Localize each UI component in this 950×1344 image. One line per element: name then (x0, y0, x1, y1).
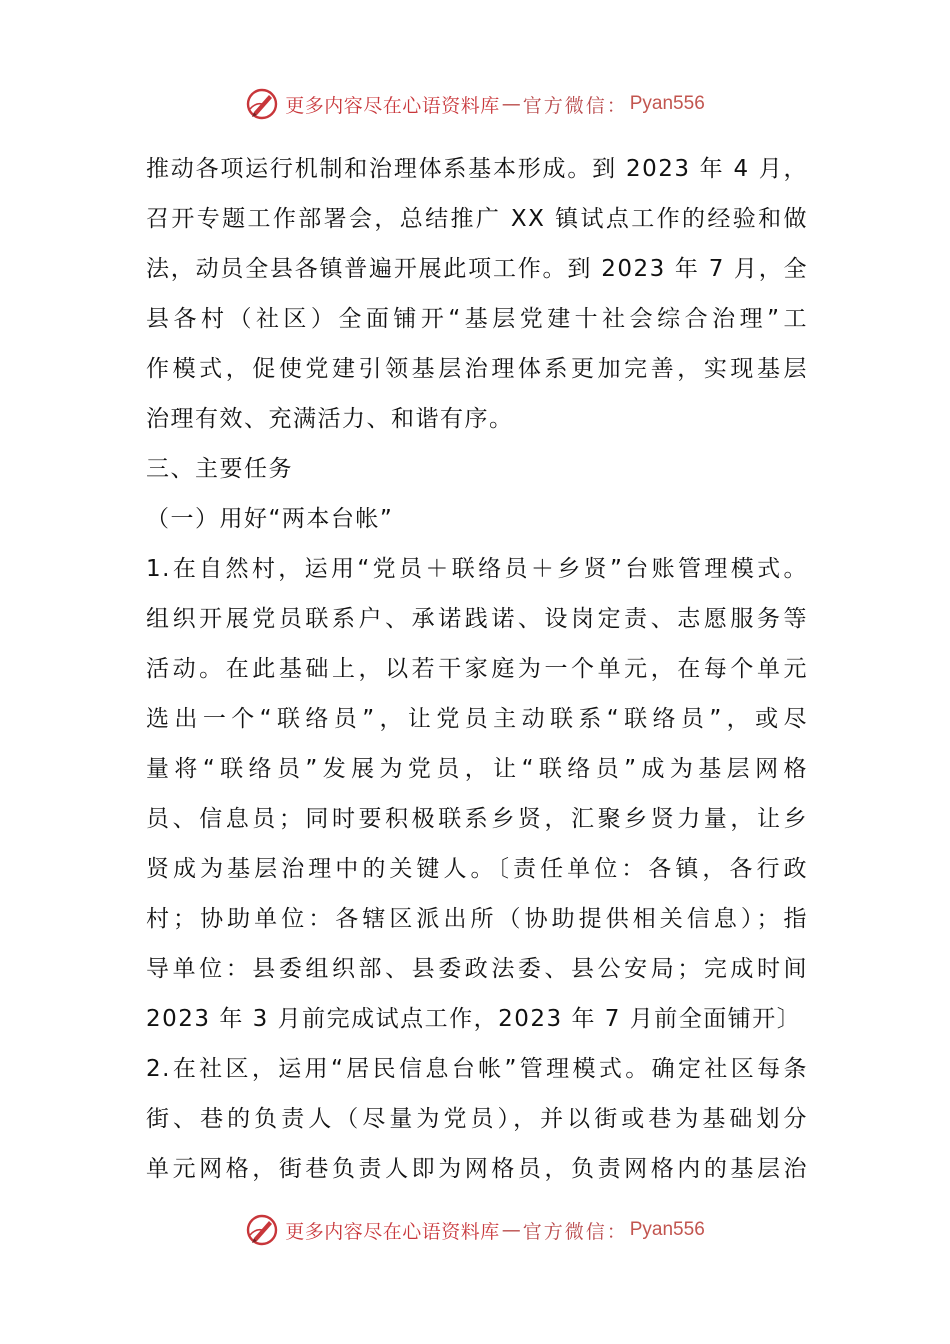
body-line: 召开专题工作部署会，总结推广 XX 镇试点工作的经验和做 (146, 206, 808, 232)
body-line: 推动各项运行机制和治理体系基本形成。到 2023 年 4 月， (146, 156, 808, 182)
watermark-dash: — (501, 1219, 521, 1241)
body-line: 单元网格，街巷负责人即为网格员，负责网格内的基层治 (146, 1156, 808, 1182)
body-line: 选出一个“联络员”，让党员主动联系“联络员”，或尽 (146, 706, 808, 732)
body-line: 量将“联络员”发展为党员，让“联络员”成为基层网格 (146, 756, 808, 782)
body-line: 员、信息员；同时要积极联系乡贤，汇聚乡贤力量，让乡 (146, 806, 808, 832)
watermark-wechat-label: 官方微信： (522, 1220, 628, 1243)
subsection-heading: （一）用好“两本台帐” (146, 506, 394, 532)
watermark-title: 更多内容尽在心语资料库 (285, 1220, 500, 1243)
body-line: 贤成为基层治理中的关键人。〔责任单位：各镇，各行政 (146, 856, 808, 882)
body-line: 村；协助单位：各辖区派出所（协助提供相关信息）；指 (146, 906, 808, 932)
body-line: 县各村（社区）全面铺开“基层党建十社会综合治理”工 (146, 306, 808, 332)
section-heading: 三、主要任务 (146, 456, 293, 482)
body-line: 治理有效、充满活力、和谐有序。 (146, 406, 514, 432)
pen-circle-logo-icon (245, 87, 279, 121)
watermark-wechat-label: 官方微信： (522, 94, 628, 117)
body-line: 法，动员全县各镇普遍开展此项工作。到 2023 年 7 月，全 (146, 256, 808, 282)
body-line: 1.在自然村，运用“党员＋联络员＋乡贤”台账管理模式。 (146, 556, 808, 582)
footer-watermark (0, 1208, 950, 1252)
body-line: 2023 年 3 月前完成试点工作，2023 年 7 月前全面铺开〕 (146, 1006, 802, 1032)
body-line: 导单位：县委组织部、县委政法委、县公安局；完成时间 (146, 956, 808, 982)
pen-circle-logo-icon (245, 1213, 279, 1247)
body-line: 组织开展党员联系户、承诺践诺、设岗定责、志愿服务等 (146, 606, 808, 632)
body-line: 活动。在此基础上，以若干家庭为一个单元，在每个单元 (146, 656, 808, 682)
body-line: 2.在社区，运用“居民信息台帐”管理模式。确定社区每条 (146, 1056, 808, 1082)
watermark-wechat-id: Pyan556 (629, 93, 705, 114)
body-line: 作模式，促使党建引领基层治理体系更加完善，实现基层 (146, 356, 808, 382)
watermark-title: 更多内容尽在心语资料库 (285, 94, 500, 117)
watermark-dash: — (501, 93, 521, 115)
header-watermark (0, 82, 950, 126)
document-body (146, 144, 808, 1194)
body-line: 街、巷的负责人（尽量为党员），并以街或巷为基础划分 (146, 1106, 808, 1132)
watermark-wechat-id: Pyan556 (629, 1219, 705, 1240)
